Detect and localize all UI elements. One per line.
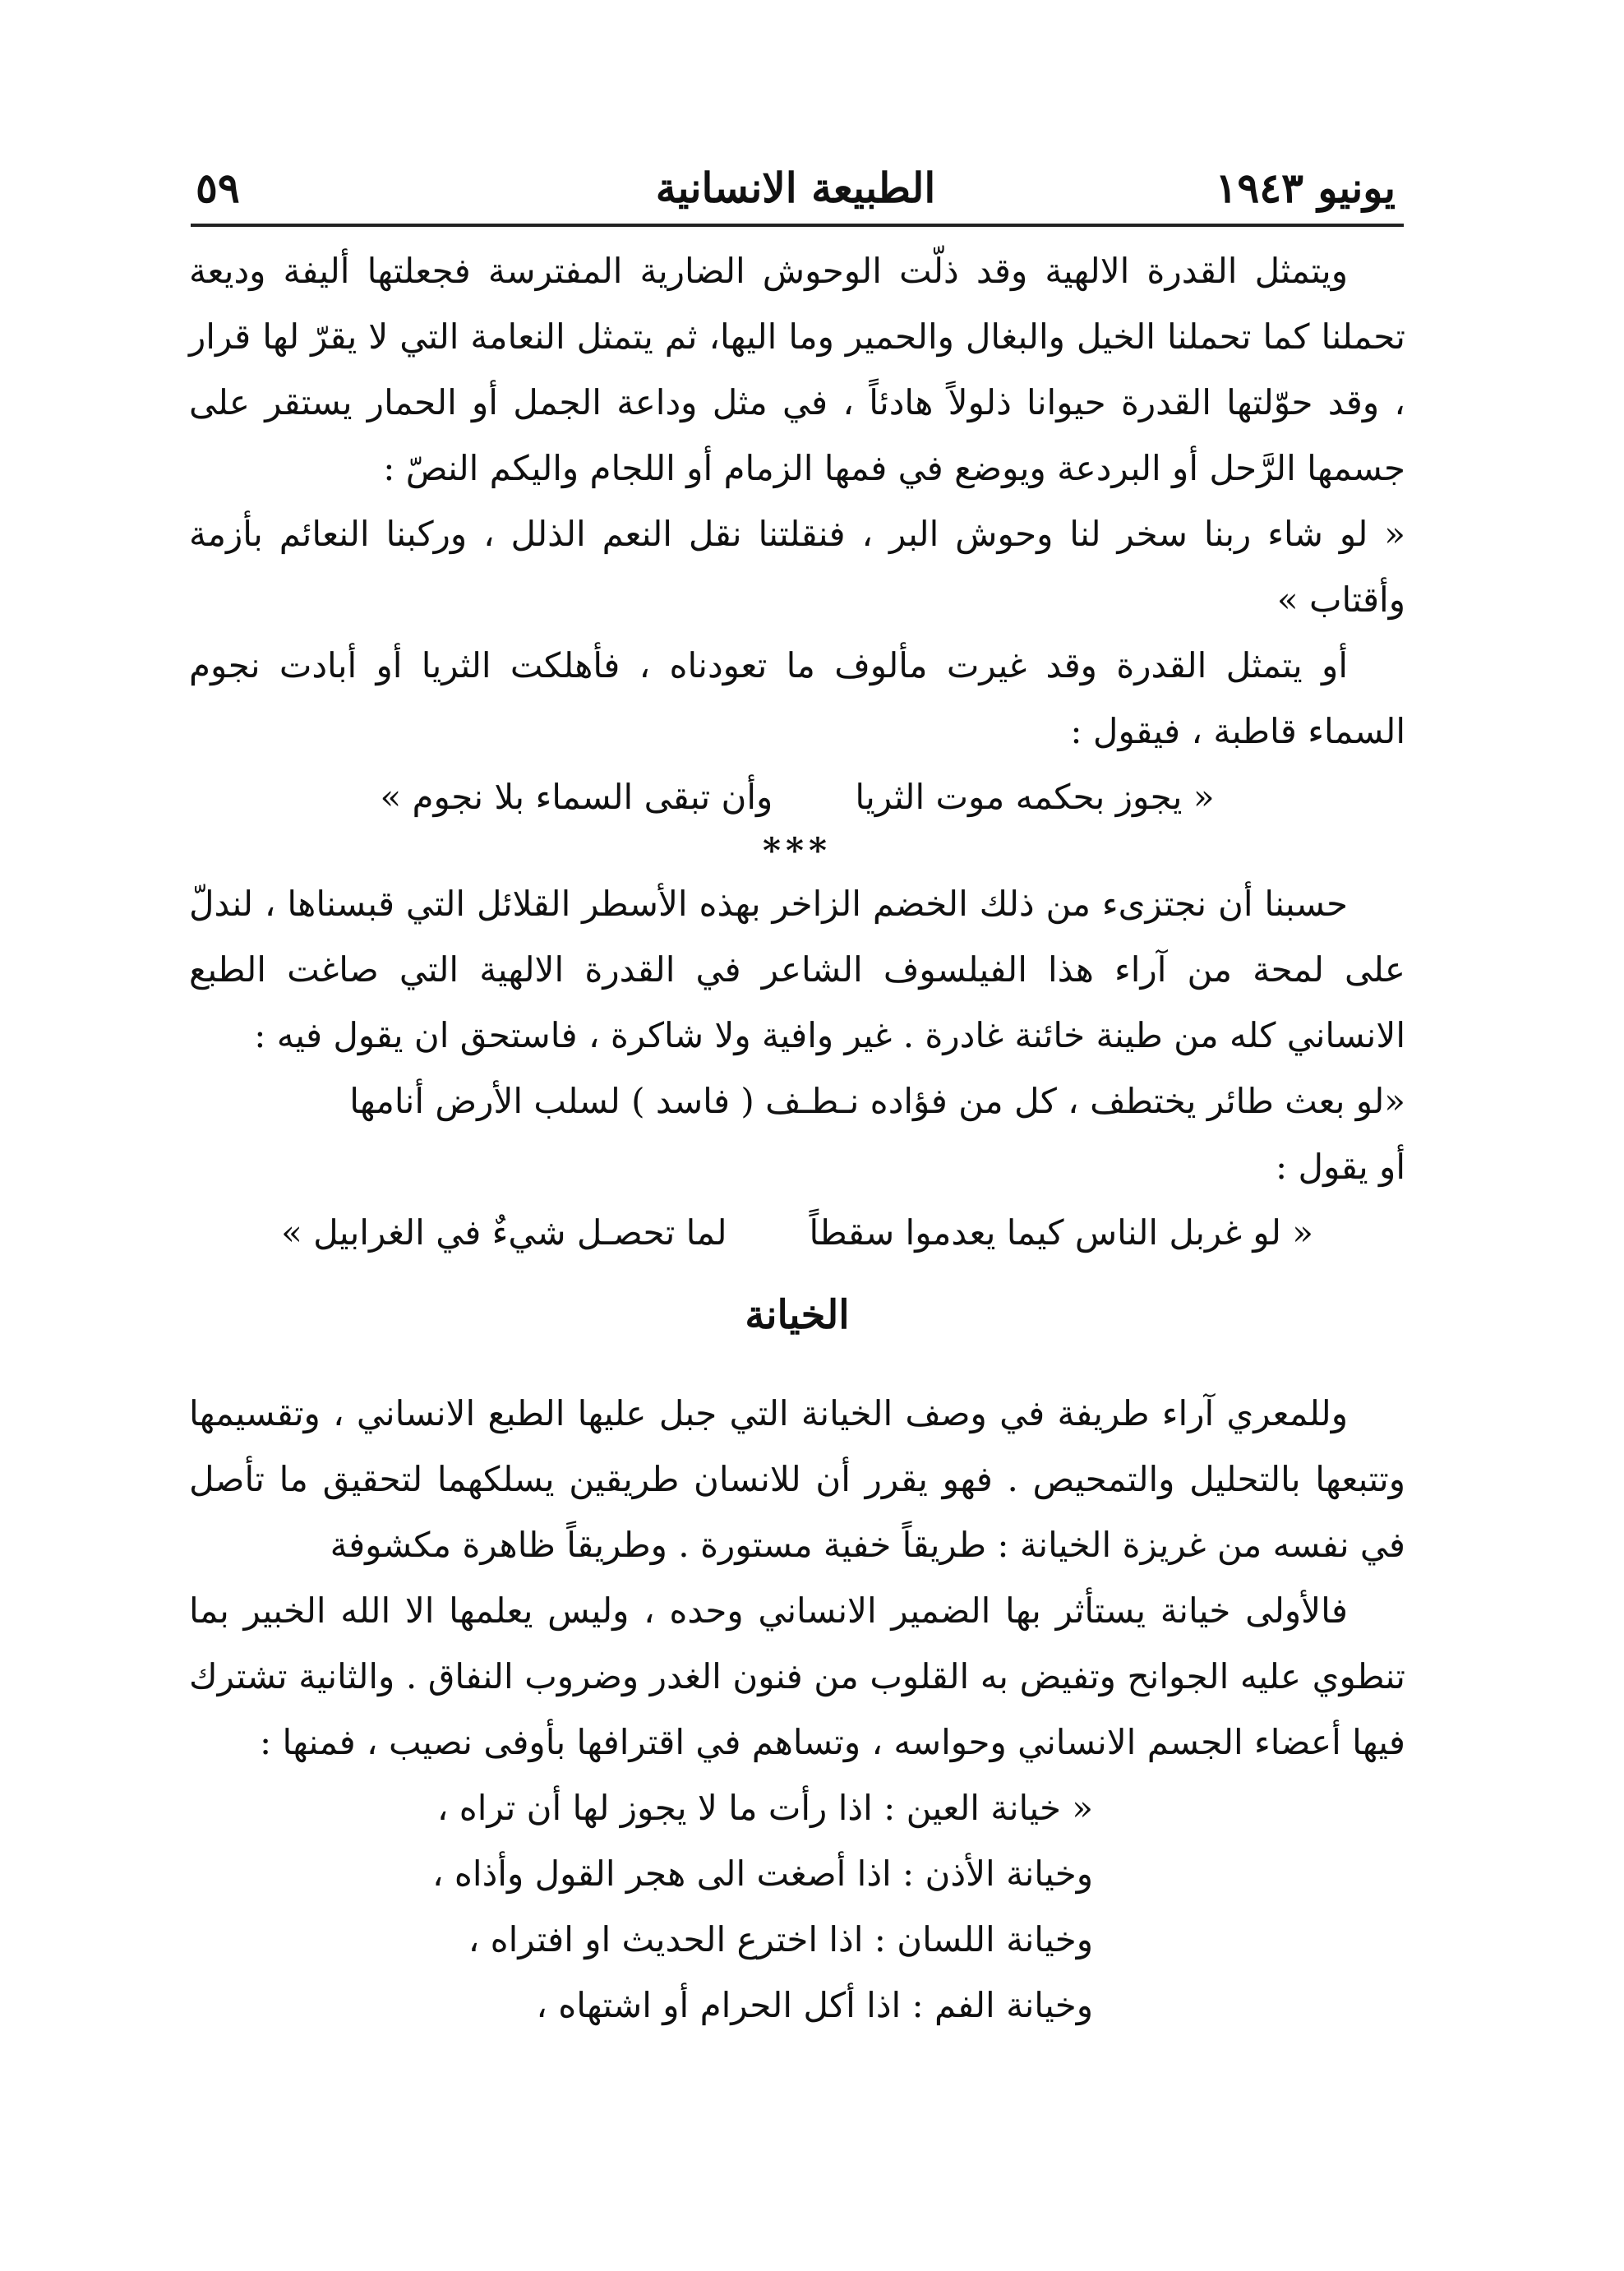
paragraph: أو يتمثل القدرة وقد غيرت مألوف ما تعودناه ، فأهلكت الثريا أو أبادت نجوم السماء قاطبة ، فيقول : <box>189 645 1405 751</box>
betrayal-list <box>189 1775 1405 2038</box>
paragraph: أو يقول : <box>1276 1147 1405 1187</box>
issue-date: يونيو ١٩٤٣ <box>1215 164 1396 212</box>
verse-hemistich: وأن تبقى السماء بلا نجوم » <box>380 777 773 817</box>
quotation: «لو بعث طائر يختطف ، كل من فؤاده نـطـف ( فاسد ) لسلب الأرض أنامها <box>349 1081 1405 1121</box>
verse-hemistich: « يجوز بحكمه موت الثريا <box>855 777 1215 817</box>
journal-title: الطبيعة الانسانية <box>655 164 936 212</box>
verse-hemistich: لما تحصـل شيءٌ في الغرابيل » <box>281 1212 727 1253</box>
paragraph: فالأولى خيانة يستأثر بها الضمير الانساني وحده ، وليس يعلمها الا الله الخبير بما تنطوي عليه الجوانح وتفيض به القلوب من فنون الغدر وضروب النفاق . والثانية تشترك فيها أعضاء الجسم الانساني وحواسه ، وتساهم في اقترافها بأوفى نصيب ، فمنها : <box>189 1590 1405 1762</box>
page-number: ٥٩ <box>196 164 240 212</box>
list-item: وخيانة الفم : اذا أكل الحرام أو اشتهاه ، <box>536 1985 1093 2025</box>
list-item: وخيانة اللسان : اذا اخترع الحديث او افتراه ، <box>468 1919 1093 1959</box>
body-text <box>189 238 1405 2038</box>
verse-hemistich: « لو غربل الناس كيما يعدموا سقطاً <box>809 1212 1313 1253</box>
list-item: « خيانة العين : اذا رأت ما لا يجوز لها أن تراه ، <box>436 1788 1093 1828</box>
verse-line <box>189 1200 1405 1266</box>
verse-line <box>189 764 1405 830</box>
paragraph: ويتمثل القدرة الالهية وقد ذلّت الوحوش الضارية المفترسة فجعلتها أليفة وديعة تحملنا كما تحملنا الخيل والبغال والحمير وما اليها، ثم يتمثل النعامة التي لا يقرّ لها قرار ، وقد حوّلتها القدرة حيوانا ذلولاً هادئاً ، في مثل وداعة الجمل أو الحمار يستقر على جسمها الرَّحل أو البردعة ويوضع في فمها الزمام أو اللجام واليكم النصّ : <box>189 251 1405 488</box>
header-rule <box>191 224 1404 227</box>
section-heading: الخيانة <box>745 1292 850 1338</box>
list-item: وخيانة الأذن : اذا أصغت الى هجر القول وأذاه ، <box>432 1853 1093 1894</box>
section-separator: *** <box>763 830 832 870</box>
paragraph: وللمعري آراء طريفة في وصف الخيانة التي جبل عليها الطبع الانساني ، وتقسيمها وتتبعها بالتحليل والتمحيص . فهو يقرر أن للانسان طريقين يسلكهما لتحقيق ما تأصل في نفسه من غريزة الخيانة : طريقاً خفية مستورة . وطريقاً ظاهرة مكشوفة <box>189 1393 1405 1565</box>
quotation: « لو شاء ربنا سخر لنا وحوش البر ، فنقلتنا نقل النعم الذلل ، وركبنا النعائم بأزمة وأقتاب » <box>189 514 1405 620</box>
running-header <box>196 146 1396 212</box>
paragraph: حسبنا أن نجتزىء من ذلك الخضم الزاخر بهذه الأسطر القلائل التي قبسناها ، لندلّ على لمحة من آراء هذا الفيلسوف الشاعر في القدرة الالهية التي صاغت الطبع الانساني كله من طينة خائنة غادرة . غير وافية ولا شاكرة ، فاستحق ان يقول فيه : <box>189 884 1405 1055</box>
